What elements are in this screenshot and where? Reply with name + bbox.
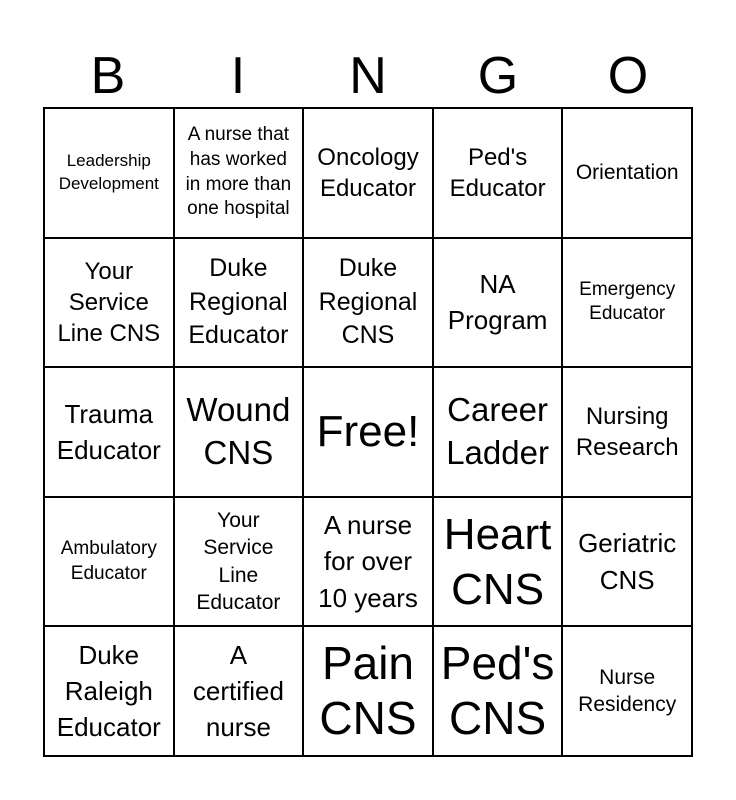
bingo-board: [43, 107, 693, 757]
bingo-cell-r4c3[interactable]: [303, 497, 433, 627]
cell-label: A nurse for over 10 years: [318, 510, 418, 613]
header-letter-n: N: [349, 47, 387, 105]
cell-label: Oncology Educator: [317, 143, 419, 202]
bingo-cell-r4c1[interactable]: [44, 497, 174, 627]
cell-label: Emergency Educator: [579, 278, 676, 325]
header-letter-b: B: [90, 47, 126, 105]
bingo-cell-r4c5[interactable]: [562, 497, 692, 627]
header-letter-o: O: [607, 47, 649, 105]
cell-label: Ambulatory Educator: [60, 537, 157, 584]
bingo-cell-r5c5[interactable]: [562, 626, 692, 756]
cell-label: Your Service Line Educator: [196, 509, 281, 614]
cell-label: Career Ladder: [446, 391, 549, 471]
bingo-cell-r1c2[interactable]: [174, 108, 304, 238]
cell-label: Pain CNS: [319, 637, 417, 745]
cell-label: Nursing Research: [575, 402, 679, 461]
cell-label: Wound CNS: [186, 391, 291, 471]
cell-label: Duke Regional CNS: [318, 253, 418, 350]
header-letter-i: I: [230, 47, 246, 105]
bingo-cell-r2c4[interactable]: [433, 238, 563, 368]
cell-label: Ped's Educator: [449, 143, 546, 202]
cell-label: Duke Raleigh Educator: [56, 639, 161, 743]
bingo-cell-r4c4[interactable]: [433, 497, 563, 627]
bingo-cell-r2c5[interactable]: [562, 238, 692, 368]
bingo-cell-r2c2[interactable]: [174, 238, 304, 368]
bingo-cell-r5c4[interactable]: [433, 626, 563, 756]
bingo-cell-r1c1[interactable]: [44, 108, 174, 238]
cell-label: NA Program: [447, 269, 548, 336]
cell-label: Nurse Residency: [578, 665, 677, 717]
cell-label: Geriatric CNS: [578, 528, 677, 595]
bingo-cell-r4c2[interactable]: [174, 497, 304, 627]
bingo-cell-r1c4[interactable]: [433, 108, 563, 238]
cell-label: Orientation: [575, 161, 679, 185]
bingo-cell-r3c5[interactable]: [562, 367, 692, 497]
bingo-header: [43, 44, 693, 108]
bingo-cell-r3c1[interactable]: [44, 367, 174, 497]
bingo-cell-r5c1[interactable]: [44, 626, 174, 756]
bingo-cell-r1c5[interactable]: [562, 108, 692, 238]
bingo-cell-r2c3[interactable]: [303, 238, 433, 368]
cell-label: Trauma Educator: [56, 398, 161, 465]
bingo-cell-r5c3[interactable]: [303, 626, 433, 756]
cell-label: Heart CNS: [443, 509, 552, 614]
bingo-cell-r3c2[interactable]: [174, 367, 304, 497]
header-letter-g: G: [477, 47, 519, 105]
cell-label: Free!: [316, 407, 420, 457]
bingo-cell-r3c3[interactable]: [303, 367, 433, 497]
bingo-cell-r5c2[interactable]: [174, 626, 304, 756]
bingo-cell-r3c4[interactable]: [433, 367, 563, 497]
cell-label: Leadership Development: [58, 150, 159, 193]
cell-label: Duke Regional Educator: [188, 253, 289, 350]
cell-label: Ped's CNS: [440, 637, 555, 745]
cell-label: A nurse that has worked in more than one hospital: [185, 124, 292, 220]
cell-label: A certified nurse: [192, 639, 284, 743]
cell-label: Your Service Line CNS: [57, 257, 161, 347]
bingo-cell-r1c3[interactable]: [303, 108, 433, 238]
bingo-cell-r2c1[interactable]: [44, 238, 174, 368]
